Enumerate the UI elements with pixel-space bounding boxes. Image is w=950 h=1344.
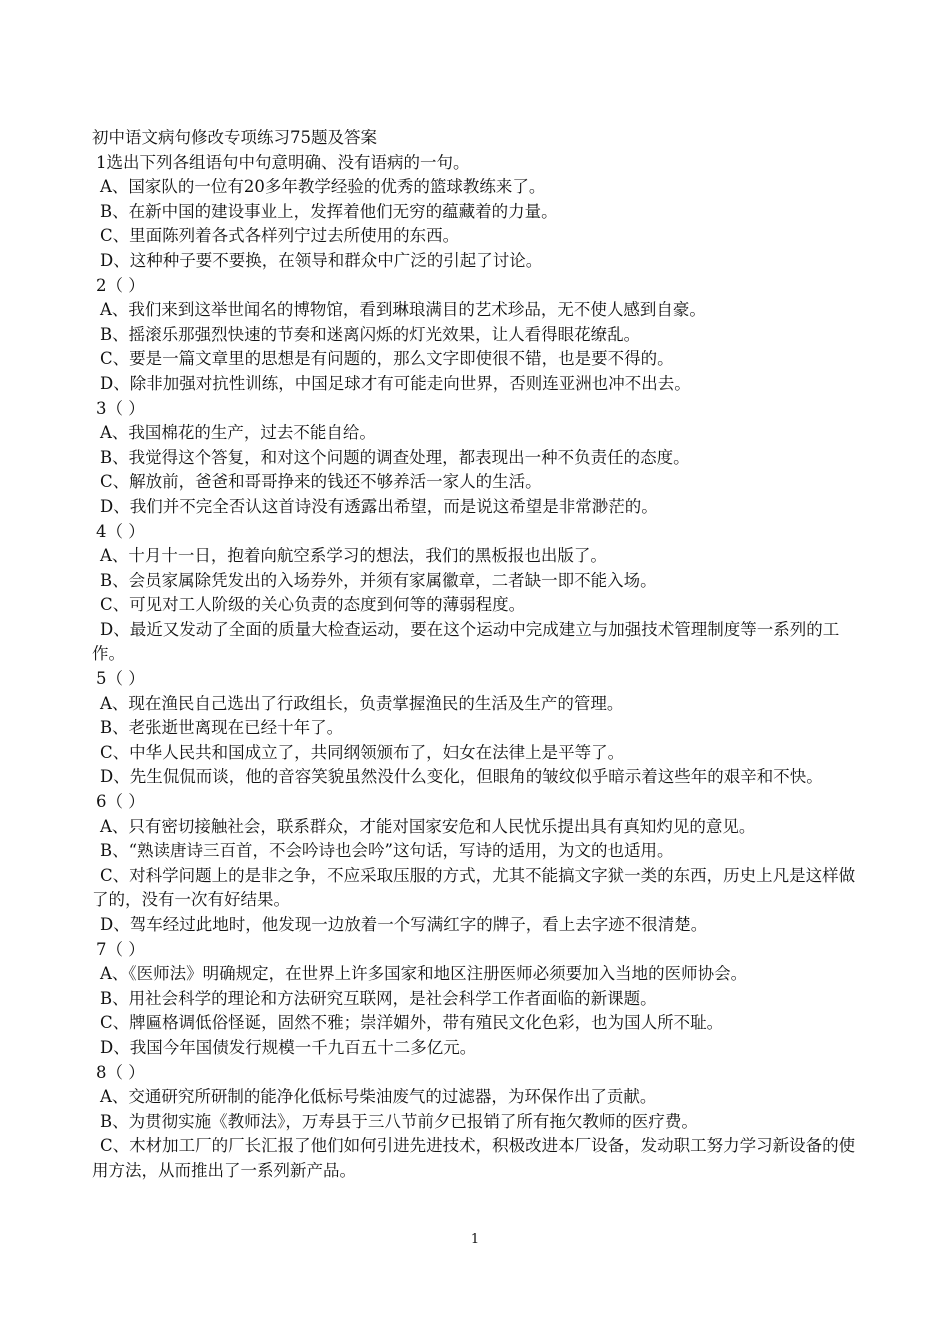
answer-option: A、交通研究所研制的能净化低标号柴油废气的过滤器，为环保作出了贡献。: [100, 1087, 657, 1107]
answer-option: B、用社会科学的理论和方法研究互联网，是社会科学工作者面临的新课题。: [100, 988, 657, 1008]
question-stem: 8（ ）: [96, 1062, 145, 1082]
answer-option: A、我们来到这举世闻名的博物馆，看到琳琅满目的艺术珍品，无不使人感到自豪。: [100, 300, 706, 320]
answer-option: B、我觉得这个答复，和对这个问题的调查处理，都表现出一种不负责任的态度。: [100, 447, 690, 467]
question-list: [92, 151, 862, 1184]
question-stem: 4（ ）: [96, 521, 145, 541]
answer-option: D、我国今年国债发行规模一千九百五十二多亿元。: [100, 1037, 477, 1057]
page-number: 1: [470, 1232, 480, 1247]
answer-option: B、在新中国的建设事业上，发挥着他们无穷的蕴藏着的力量。: [100, 201, 558, 221]
answer-option: C、可见对工人阶级的关心负责的态度到何等的薄弱程度。: [100, 595, 526, 615]
answer-option: C、里面陈列着各式各样列宁过去所使用的东西。: [100, 226, 460, 246]
answer-option: D、驾车经过此地时，他发现一边放着一个写满红字的牌子，看上去字迹不很清楚。: [100, 915, 708, 934]
answer-option: D、除非加强对抗性训练，中国足球才有可能走向世界，否则连亚洲也冲不出去。: [100, 373, 691, 393]
answer-option: B、老张逝世离现在已经十年了。: [100, 718, 344, 738]
answer-option: A、只有密切接触社会，联系群众，才能对国家安危和人民忧乐提出具有真知灼见的意见。: [100, 816, 756, 836]
answer-option: B、会员家属除凭发出的入场券外，并须有家属徽章，二者缺一即不能入场。: [100, 570, 657, 590]
answer-option: A、国家队的一位有20多年教学经验的优秀的篮球教练来了。: [100, 177, 546, 197]
answer-option: A、十月十一日，抱着向航空系学习的想法，我们的黑板报也出版了。: [100, 546, 607, 566]
document-body: [92, 126, 862, 1184]
answer-option: C、牌匾格调低俗怪诞，固然不雅；崇洋媚外，带有殖民文化色彩，也为国人所不耻。: [100, 1013, 724, 1033]
question-stem: 6（ ）: [96, 792, 145, 812]
answer-option: C、要是一篇文章里的思想是有问题的，那么文字即使很不错，也是要不得的。: [100, 349, 674, 369]
answer-option: D、这种种子要不要换，在领导和群众中广泛的引起了讨论。: [100, 250, 543, 270]
answer-option: C、对科学问题上的是非之争，不应采取压服的方式，尤其不能搞文字狱一类的东西，历史上凡是这样做了的，没有一次有好结果。: [92, 865, 856, 910]
question-stem: 2（ ）: [96, 275, 145, 295]
answer-option: A、我国棉花的生产，过去不能自给。: [100, 423, 376, 443]
answer-option: C、解放前，爸爸和哥哥挣来的钱还不够养活一家人的生活。: [100, 472, 542, 492]
answer-option: D、我们并不完全否认这首诗没有透露出希望，而是说这希望是非常渺茫的。: [100, 496, 658, 516]
answer-option: D、最近又发动了全面的质量大检查运动，要在这个运动中完成建立与加强技术管理制度等一系列的工作。: [92, 619, 840, 664]
answer-option: A、现在渔民自己选出了行政组长，负责掌握渔民的生活及生产的管理。: [100, 693, 624, 713]
question-stem: 5（ ）: [96, 669, 145, 689]
answer-option: C、木材加工厂的厂长汇报了他们如何引进先进技术，积极改进本厂设备，发动职工努力学习新设备的使用方法，从而推出了一系列新产品。: [92, 1136, 856, 1180]
question-stem: 1选出下列各组语句中句意明确、没有语病的一句。: [96, 152, 470, 172]
answer-option: B、为贯彻实施《教师法》，万寿县于三八节前夕已报销了所有拖欠教师的医疗费。: [100, 1111, 698, 1131]
answer-option: D、先生侃侃而谈，他的音容笑貌虽然没什么变化，但眼角的皱纹似乎暗示着这些年的艰辛和不快。: [100, 767, 823, 787]
answer-option: C、中华人民共和国成立了，共同纲领颁布了，妇女在法律上是平等了。: [100, 742, 625, 762]
answer-option: A、《医师法》明确规定，在世界上许多国家和地区注册医师必须要加入当地的医师协会。: [100, 964, 748, 984]
answer-option: B、“熟读唐诗三百首，不会吟诗也会吟”这句话，写诗的适用，为文的也适用。: [100, 841, 674, 861]
question-stem: 3（ ）: [96, 398, 145, 418]
question-stem: 7（ ）: [96, 939, 145, 959]
answer-option: B、摇滚乐那强烈快速的节奏和迷离闪烁的灯光效果，让人看得眼花缭乱。: [100, 324, 641, 344]
document-title: 初中语文病句修改专项练习75题及答案: [92, 128, 377, 147]
